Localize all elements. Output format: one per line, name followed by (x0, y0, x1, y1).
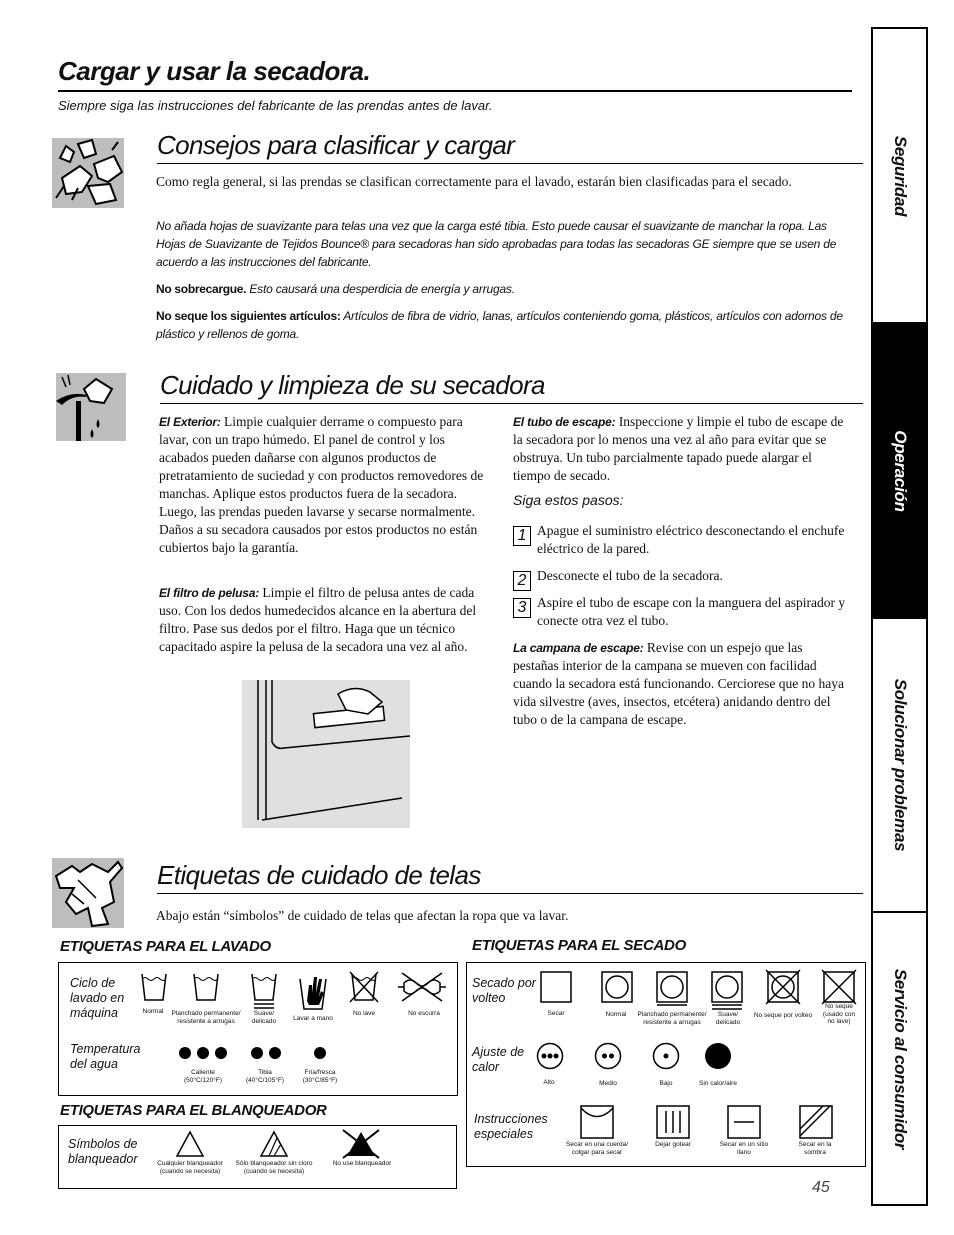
labels-intro: Abajo están “símbolos” de cuidado de telas que afectan la ropa que va lavar. (156, 908, 569, 923)
step-text-1: Apague el suministro eléctrico desconectando el enchufe eléctrico de la pared. (537, 523, 845, 556)
step-text-2: Desconecte el tubo de la secadora. (537, 568, 723, 583)
dry-heading: ETIQUETAS PARA EL SECADO (472, 937, 686, 954)
filter-text: Limpie el filtro de pelusa antes de cada uso. Con los dedos humedecidos alcance en la abertura del filtro. Pase sus dedos por el filtro. Haga que un técnico capacitado aspire la pelusa de la secadora una vez al año. (159, 585, 477, 654)
sidebar-nav (871, 27, 928, 1206)
tumble-dry-icon (540, 971, 572, 1008)
dry-in-shade-caption: Secar en la sombra (798, 1141, 832, 1156)
do-not-tumble-dry-icon (765, 969, 801, 1010)
wash-delicate-caption: Suave/ delicado (251, 1010, 277, 1025)
tumble-normal-icon (601, 971, 633, 1008)
warm-water-icon (250, 1046, 282, 1065)
tumble-delicate-icon (711, 971, 743, 1016)
high-heat-icon (536, 1042, 564, 1075)
do-not-tumble-dry-caption: No seque por volteo (753, 1012, 813, 1019)
line-dry-caption: Secar en una cuerda/ colgar para secar (565, 1141, 629, 1156)
overload-lead: No sobrecargue. (156, 282, 247, 296)
hot-water-icon (178, 1046, 228, 1065)
bleach-heading: ETIQUETAS PARA EL BLANQUEADOR (60, 1102, 327, 1119)
dry-flat-caption: Secar en un sitio llano (719, 1141, 769, 1156)
dry-in-shade-icon (799, 1105, 833, 1144)
steps-label: Siga estos pasos: (513, 492, 624, 508)
no-bleach-caption: No use blanqueador (332, 1160, 392, 1167)
exterior-lead: El Exterior: (159, 415, 221, 429)
overload-text: Esto causará una desperdicia de energía y arrugas. (249, 282, 515, 296)
page-title: Cargar y usar la secadora. (58, 56, 852, 92)
wash-normal-caption: Normal (142, 1008, 164, 1015)
filter-paragraph (159, 584, 494, 656)
do-not-wring-icon (396, 971, 448, 1008)
tumble-dry-label: Secado por volteo (472, 976, 536, 1005)
tumble-dry-caption: Secar (547, 1010, 565, 1017)
tumble-permanent-press-icon (656, 971, 688, 1012)
lint-filter-illustration (242, 680, 410, 828)
exhaust-lead: El tubo de escape: (513, 415, 616, 429)
section-title-care: Cuidado y limpieza de su secadora (160, 370, 863, 404)
hood-paragraph (513, 639, 848, 729)
shirt-icon (52, 858, 124, 928)
wash-heading: ETIQUETAS PARA EL LAVADO (60, 938, 271, 955)
wash-hand-caption: Lavar a mano (293, 1015, 333, 1022)
tab-servicio-consumidor-label: Servicio al consumidor (890, 968, 910, 1149)
tab-solucionar-problemas[interactable] (873, 619, 926, 913)
heat-setting-label: Ajuste de calor (472, 1045, 525, 1074)
exterior-text: Limpie cualquier derrame o compuesto para lavar, con un trapo húmedo. El panel de control y los acabados pueden dañarse con algunos productos de pretratamiento de suciedad y con productos removedores de manchas. Aplique estos productos fuera de la secadora. Luego, las prendas pueden lavarse y secarse normalmente. Daños a su secadora causados por estos productos no están cubiertos bajo la garantía. (159, 414, 484, 555)
section-title-sorting: Consejos para clasificar y cargar (157, 130, 863, 164)
exterior-paragraph (159, 413, 494, 557)
wash-normal-icon (141, 971, 167, 1008)
tumble-delicate-caption: Suave/ delicado (715, 1011, 741, 1026)
no-heat-icon (704, 1042, 732, 1075)
line-dry-icon (580, 1105, 614, 1144)
do-not-wring-caption: No escurra (408, 1010, 440, 1017)
exhaust-text: Inspeccione y limpie el tubo de escape de la secadora por lo menos una vez al año para evitar que se obstruya. Un tubo parcialmente tapado puede alargar el tiempo de secado. (513, 414, 844, 483)
special-instructions-label: Instrucciones especiales (474, 1112, 548, 1141)
warm-water-caption: Tibia (40°C/105°F) (245, 1069, 285, 1084)
do-not-wash-icon (349, 971, 379, 1008)
non-chlorine-bleach-caption: Sólo blanqueador sin cloro (cuando se necesita) (235, 1160, 313, 1175)
water-temp-label: Temperatura del agua (70, 1042, 141, 1071)
drip-dry-icon (656, 1105, 690, 1144)
cleaning-icon (56, 373, 126, 441)
bleach-label: Símbolos de blanqueador (68, 1137, 138, 1166)
softener-note: No añada hojas de suavizante para telas una vez que la carga esté tibia. Esto puede causar el suavizante de manchar la ropa. Las Hojas de Suavizante de Tejidos Bounce® para secadoras han sido aprobadas para todas las secadoras GE siempre que se usen de acuerdo a las instrucciones del fabricante. (156, 219, 837, 269)
overload-note (156, 280, 846, 298)
tab-servicio-consumidor[interactable] (873, 913, 926, 1204)
step-number-2: 2 (513, 571, 531, 591)
wash-permanent-press-caption: Planchado permanente/ resistente a arrugas (171, 1010, 241, 1025)
hood-text: Revise con un espejo que las pestañas interior de la campana se mueven con facilidad cuando la secadora está funcionando. Cerciorese que no haya vida silvestre (aves, insectos, etcétera) anidando dentro del tubo o de la campana de escape. (513, 640, 844, 727)
step-number-1: 1 (513, 526, 531, 546)
no-heat-caption: Sin calor/aire (699, 1080, 737, 1087)
medium-heat-caption: Medio (599, 1080, 617, 1087)
cold-water-icon (313, 1046, 327, 1065)
tab-seguridad-label: Seguridad (890, 135, 910, 216)
do-not-wash-caption: No lave (352, 1010, 376, 1017)
page-subtitle: Siempre siga las instrucciones del fabricante de las prendas antes de lavar. (58, 98, 493, 113)
any-bleach-icon (175, 1130, 205, 1163)
drip-dry-caption: Dejar gotear (655, 1141, 691, 1148)
exhaust-paragraph (513, 413, 848, 485)
sorting-intro: Como regla general, si las prendas se clasifican correctamente para el lavado, estarán bien clasificadas para el secado. (156, 174, 792, 189)
page-number: 45 (812, 1179, 830, 1196)
step-text-3: Aspire el tubo de escape con la manguera del aspirador y conecte otra vez el tubo. (537, 595, 846, 628)
high-heat-caption: Alto (543, 1079, 555, 1086)
clothes-pile-icon (52, 138, 124, 208)
filter-lead: El filtro de pelusa: (159, 586, 260, 600)
medium-heat-icon (594, 1042, 622, 1075)
do-not-dry-caption: No seque (usado con no lave) (822, 1003, 856, 1025)
nodry-lead: No seque los siguientes artículos: (156, 309, 341, 323)
tab-operacion-label: Operación (890, 429, 910, 512)
wash-hand-icon (299, 971, 327, 1016)
tumble-permanent-press-caption: Planchado permanente/ resistente a arrugas (637, 1011, 707, 1026)
nodry-note (156, 307, 846, 343)
hood-lead: La campana de escape: (513, 641, 644, 655)
low-heat-caption: Bajo (659, 1080, 673, 1087)
tab-operacion[interactable] (873, 324, 926, 619)
nodry-text: Artículos de fibra de vidrio, lanas, artículos conteniendo goma, plásticos, artículos con adornos de plástico y rellenos de goma. (156, 309, 843, 341)
tab-solucionar-problemas-label: Solucionar problemas (890, 678, 910, 852)
wash-cycle-label: Ciclo de lavado en máquina (70, 976, 125, 1020)
section-title-labels: Etiquetas de cuidado de telas (157, 860, 863, 894)
tumble-normal-caption: Normal (605, 1011, 627, 1018)
cold-water-caption: Fría/fresca (30°C/85°F) (302, 1069, 338, 1084)
tab-seguridad[interactable] (873, 29, 926, 324)
any-bleach-caption: Cualquier blanqueador (cuando se necesita) (157, 1160, 223, 1175)
non-chlorine-bleach-icon (259, 1130, 289, 1163)
step-number-3: 3 (513, 598, 531, 618)
low-heat-icon (652, 1042, 680, 1075)
dry-flat-icon (727, 1105, 761, 1144)
hot-water-caption: Caliente (50°C/120°F) (183, 1069, 223, 1084)
wash-permanent-press-icon (193, 971, 219, 1008)
